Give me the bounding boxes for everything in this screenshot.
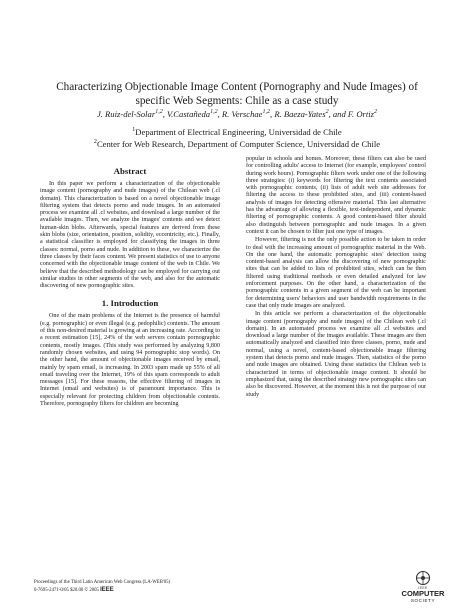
affil-mark: 1: [132, 127, 136, 134]
author-affil-mark: 1,2: [210, 109, 218, 116]
abstract-text: In this paper we perform a characterization of the objectionable image content (pornography and nude images) of the Chilean web (.cl domain). This characterization is based on a novel objectionable image filtering system that detects porno and nude images. In an automated process we examine all .cl websites, and download a large number of the available images. Then, we analyze the images' contents and we detect human-skin blobs. Afterwards, special features are derived from these skin blobs (size, orientation, position, solidity, eccentricity, etc.). Finally, a statistical classifier is employed for classifying the images in three classes: normal, porno and nude. In addition to these, we characterize the three classes by their faces content. We present statistics of use to anyone concerned with the objectionable image content of the web in Chile. We believe that the described methodology can be employed for carrying out similar studies in other segments of the web, and also for the automatic discovering of new pornographic sites.: [40, 181, 220, 290]
author-affil-mark: 2: [325, 109, 329, 116]
intro-heading: 1. Introduction: [101, 298, 159, 309]
logo-main-text: COMPUTER: [401, 589, 445, 598]
computer-society-emblem-icon: [412, 570, 434, 586]
affiliation-2: [40, 139, 434, 150]
paper-title: Characterizing Objectionable Image Content (Pornography and Nude Images) of specific Web Segments: Chile as a case study: [56, 81, 418, 107]
proceedings-line: Proceedings of the Third Latin American Web Congress (LA-WEB'05): [34, 580, 171, 585]
ieee-mark: IEEE: [100, 586, 114, 593]
body-paragraph: In this article we perform a characterization of the objectionable image content (pornography and nude images) of the Chilean web (.cl domain). In an automated process we examine all .cl websites and download a large number of the images available. These images are then automatically analyzed and classified into three classes, porno, nude and normal, using a novel, content-based objectionable image filtering system that detects porno and nude images. Then, statistics of the porno and nude images are obtained. Using these statistics the Chilean web is characterized in terms of objectionable image content. It should be emphasized that, using the described strategy new pornographic sites can also be discovered. However, at the moment this is not the purpose of our study: [246, 311, 426, 398]
body-paragraph: However, filtering is not the only possible action to be taken in order to deal with the increasing amount of pornographic material in the Web. On the one hand, the automatic pornographic sites' detection using content-based analysis can allow the discovering of new pornographic sites that can be added to lists of prohibited sites, which can be then filtered using traditional methods or even detailed analyzed for law enforcement purposes. On the other hand, a characterization of the pornographic contents in a given segment of the web can be important for determining users' behaviors and user bandwidth requirements in the case that only nude images are analyzed.: [246, 237, 426, 309]
isbn-text: 0-7695-2471-0/05 $20.00 © 2005: [34, 587, 99, 593]
affiliation-text: Department of Electrical Engineering, Universidad de Chile: [135, 127, 342, 137]
body-paragraph: popular in schools and homes. Moreover, these filters can also be used for controlling adults' access to Internet (for example, employees' control during work hours). Pornographic filters work under one of the following three strategies: (i) keywords for filtering the text contents associated with pornographic contents, (ii) lists of adult web site addresses for filtering the access to these prohibited sites, and (iii) content-based analysis of images for detecting offensive material. This last alternative has the advantage of allowing a flexible, text-independent, and dynamic filtering of pornographic contents. A good content-based filter should also distinguish between pornographic and nude images. In a given context it can be chosen to filter just one type of images.: [246, 156, 426, 235]
intro-paragraph: One of the main problems of the Internet is the presence of harmful (e.g. pornographic) or even illegal (e.g. pedophilic) contents. The amount of this non-desired material is growing at an increasing rate. According to a recent estimation [15], 24% of the web servers contain pornographic contents, mostly images. (This study was performed by analyzing 9,800 randomly chosen websites, and using 94 pornographic stop words). On the other hand, the amount of objectionable images received by email, mainly by spam email, is increasing. In 2003 spam made up 55% of all email traveling over the Internet, 19% of this spam corresponds to adult messages [15]. For these reasons, the effective filtering of images in Internet (email and websites) is of paramount importance. This is especially relevant for protecting children from objectionable contents. Therefore, pornography filters for children are becoming: [40, 313, 220, 408]
author-affil-mark: 2: [374, 109, 378, 116]
affiliation-1: [40, 127, 434, 138]
abstract-heading: Abstract: [113, 166, 147, 176]
affiliation-text: Center for Web Research, Department of Computer Science, Universidad de Chile: [96, 139, 381, 149]
author: R. Verschae: [221, 109, 263, 119]
logo-sub-text: SOCIETY: [410, 598, 436, 603]
author-affil-mark: 1,2: [155, 109, 163, 116]
author: V.Castañeda: [167, 109, 211, 119]
right-column: [246, 156, 426, 399]
left-column: [40, 166, 220, 408]
author: and F. Ortiz: [332, 109, 375, 119]
affil-mark: 2: [93, 139, 97, 146]
logo-top-text: IEEE: [418, 586, 428, 590]
author-affil-mark: 1,2: [262, 109, 271, 116]
author: R. Baeza-Yates: [274, 109, 326, 119]
computer-society-logo: [400, 570, 446, 603]
isbn-line: [34, 587, 170, 595]
author: J. Ruiz-del-Solar: [96, 109, 156, 119]
proceedings-footer: [34, 580, 170, 594]
author-list: J. Ruiz-del-Solar$^{1,2}$, V.Castañeda$^{1,2}$, R. Verschae$^{1,2}$, R. Baeza-Yates$^2$, and F. Ortiz$^2$: [96, 109, 378, 119]
